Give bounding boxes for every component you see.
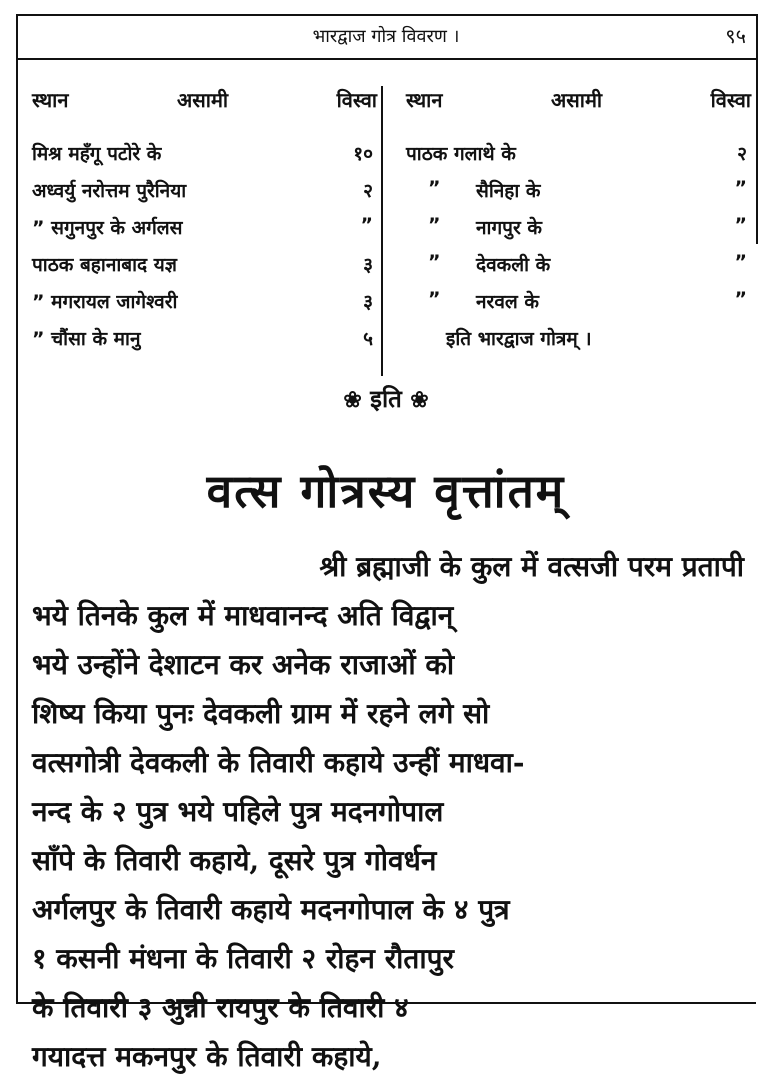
- body-line: के तिवारी ३ अुन्नी रायपुर के तिवारी ४: [32, 991, 409, 1024]
- table-row: [406, 214, 751, 251]
- book-page: [16, 14, 756, 1073]
- ditto-mark: ”: [428, 214, 441, 236]
- page-number: ९५: [725, 24, 746, 48]
- header-place: स्थान: [32, 88, 69, 112]
- row-place: नरवल के: [476, 291, 539, 313]
- row-value: ३: [363, 291, 373, 313]
- row-value: ”: [360, 214, 373, 236]
- row-value: ”: [734, 177, 747, 199]
- flower-icon: ❀: [410, 387, 429, 413]
- table-right-column: [406, 86, 751, 362]
- row-place: देवकली के: [476, 254, 551, 276]
- row-place: ” चौंसा के मानु: [32, 328, 141, 350]
- row-value: ”: [734, 288, 747, 310]
- row-value: ”: [734, 214, 747, 236]
- table-left-header: [32, 86, 377, 120]
- header-biswa: विस्वा: [336, 88, 377, 112]
- iti-ornament: [16, 382, 756, 415]
- table-row: [406, 140, 751, 177]
- table-row: [32, 140, 377, 177]
- running-header-title: भारद्वाज गोत्र विवरण ।: [312, 26, 460, 47]
- body-line: भये तिनके कुल में माधवानन्द अति विद्वान्: [32, 599, 454, 632]
- table-row: [32, 325, 377, 362]
- row-place: सैनिहा के: [476, 180, 541, 202]
- section-title: वत्स गोत्रस्य वृत्तांतम्: [206, 464, 566, 518]
- ditto-mark: ”: [428, 288, 441, 310]
- table-row: [32, 177, 377, 214]
- body-line: १ कसनी मंधना के तिवारी २ रोहन रौतापुर: [32, 942, 454, 975]
- iti-text: इति: [370, 384, 402, 413]
- table-left-column: [32, 86, 377, 362]
- header-rule-bottom: [16, 58, 756, 60]
- body-paragraph: [32, 542, 744, 1081]
- row-value: ३: [363, 254, 373, 276]
- row-place: अध्वर्यु नरोत्तम पुरैनिया: [32, 180, 187, 202]
- row-value: १०: [353, 143, 373, 165]
- table-row: [406, 251, 751, 288]
- table-row: [406, 177, 751, 214]
- row-value: ५: [363, 328, 373, 350]
- table-right-header: [406, 86, 751, 120]
- section-end-line: इति भारद्वाज गोत्रम् ।: [446, 328, 592, 350]
- row-place: पाठक बहानाबाद यज्ञ: [32, 254, 177, 276]
- body-line: साँपे के तिवारी कहाये, दूसरे पुत्र गोवर्धन: [32, 844, 437, 877]
- body-line: भये उन्होंने देशाटन कर अनेक राजाओं को: [32, 648, 455, 681]
- ditto-mark: ”: [428, 251, 441, 273]
- body-line: गयादत्त मकनपुर के तिवारी कहाये,: [32, 1040, 382, 1073]
- page-frame-right: [756, 14, 758, 244]
- row-place: ” सगुनपुर के अर्गलस: [32, 217, 183, 239]
- row-value: २: [737, 143, 747, 165]
- header-biswa: विस्वा: [710, 88, 751, 112]
- table-row: [32, 288, 377, 325]
- row-place: ” मगरायल जागेश्वरी: [32, 291, 178, 313]
- flower-icon: ❀: [343, 387, 362, 413]
- row-place: मिश्र महँगू पटोरे के: [32, 143, 162, 165]
- table-row: [32, 214, 377, 251]
- header-place: स्थान: [406, 88, 443, 112]
- table-row: [406, 288, 751, 325]
- header-tenant: असामी: [550, 88, 603, 112]
- table-end-row: [406, 325, 751, 362]
- table-row: [32, 251, 377, 288]
- body-line: शिष्य किया पुनः देवकली ग्राम में रहने लगे सो: [32, 697, 490, 730]
- row-place: नागपुर के: [476, 217, 542, 239]
- table-column-divider: [381, 86, 383, 376]
- row-value: ”: [734, 251, 747, 273]
- row-value: २: [363, 180, 373, 202]
- ditto-mark: ”: [428, 177, 441, 199]
- header-tenant: असामी: [176, 88, 229, 112]
- body-line: नन्द के २ पुत्र भये पहिले पुत्र मदनगोपाल: [32, 795, 444, 828]
- row-place: पाठक गलाथे के: [406, 143, 516, 165]
- body-line: श्री ब्रह्माजी के कुल में वत्सजी परम प्रतापी: [319, 550, 744, 583]
- body-line: वत्सगोत्री देवकली के तिवारी कहाये उन्हीं माधवा-: [32, 746, 525, 779]
- body-line: अर्गलपुर के तिवारी कहाये मदनगोपाल के ४ पुत्र: [32, 893, 510, 926]
- header-rule-top: [16, 14, 756, 16]
